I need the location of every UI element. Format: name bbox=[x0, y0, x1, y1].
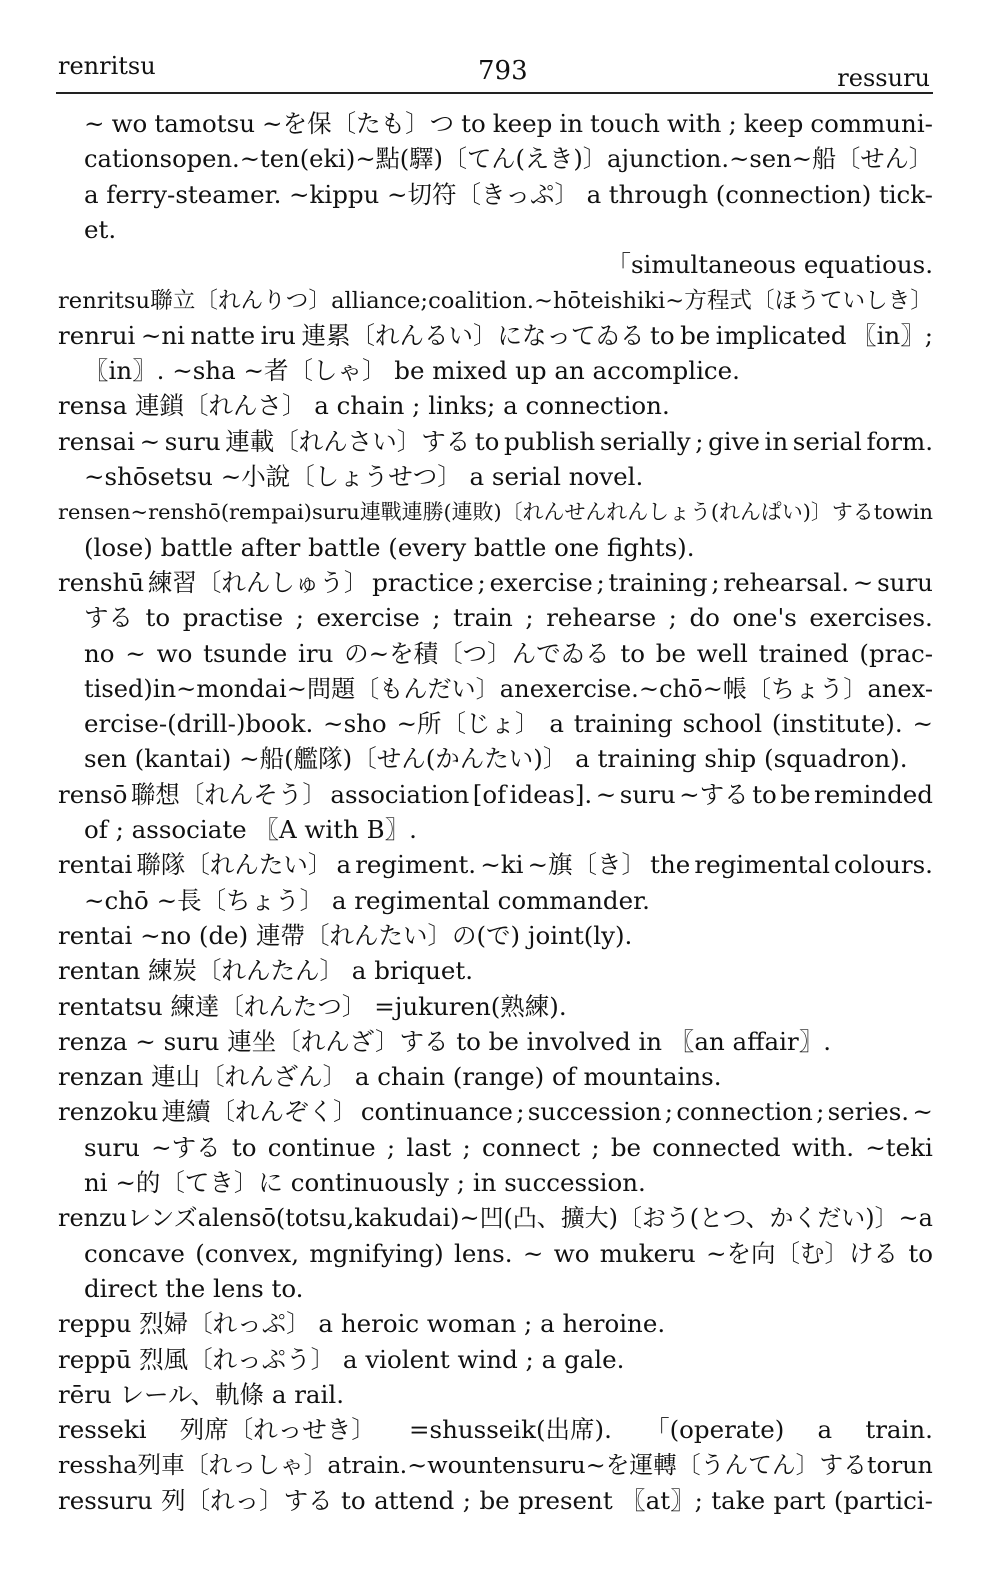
word: rensai bbox=[58, 426, 136, 456]
word: a bbox=[918, 1204, 933, 1233]
word: tamotsu bbox=[154, 109, 255, 138]
word: take bbox=[711, 1485, 766, 1515]
word: ; bbox=[668, 603, 677, 633]
word: 列〔れっ〕する bbox=[161, 1485, 333, 1515]
word: ~切符〔きっぷ〕 bbox=[386, 179, 579, 209]
text-line bbox=[58, 778, 933, 812]
text-line bbox=[58, 425, 933, 459]
word: 〖in〗; bbox=[852, 320, 933, 350]
word: be bbox=[479, 1485, 510, 1515]
word: suru bbox=[531, 1451, 586, 1480]
word: ~ bbox=[84, 109, 105, 138]
word: regimental bbox=[694, 850, 830, 880]
word: 練習〔れんしゅう〕 bbox=[147, 567, 369, 597]
word: ; bbox=[816, 1097, 825, 1127]
word: suru bbox=[312, 500, 360, 525]
word: succession bbox=[527, 1097, 662, 1127]
word: a bbox=[607, 145, 622, 174]
word: reminded bbox=[814, 779, 933, 809]
text-line: of ; associate 〖A with B〗. bbox=[84, 815, 417, 844]
text-line: (lose) battle after battle (every battle one fights). bbox=[84, 532, 695, 562]
word: rehearsal. bbox=[723, 567, 850, 597]
word: well bbox=[696, 638, 748, 668]
word: ~teki bbox=[865, 1132, 933, 1162]
text-line bbox=[58, 848, 933, 882]
word: through bbox=[608, 179, 709, 209]
word: do bbox=[689, 603, 720, 633]
word: wo bbox=[111, 109, 148, 138]
word: train. bbox=[865, 1415, 933, 1445]
text-line: direct the lens to. bbox=[84, 1273, 304, 1303]
word: =shusseik(出席). bbox=[408, 1415, 612, 1445]
word: exercise bbox=[316, 603, 420, 633]
word: cations bbox=[84, 145, 173, 174]
word: ~ten bbox=[239, 145, 300, 174]
text-line bbox=[84, 637, 933, 671]
word: connection bbox=[676, 1097, 813, 1127]
word: ~帳〔ちょう〕 bbox=[702, 674, 868, 703]
word: with bbox=[666, 109, 722, 138]
word: ~する bbox=[151, 1132, 221, 1162]
word: (convex, bbox=[195, 1238, 300, 1268]
word: suru bbox=[877, 567, 933, 597]
word: continuance bbox=[360, 1097, 513, 1127]
word: exercise. bbox=[529, 674, 639, 703]
word: ~kippu bbox=[288, 179, 380, 209]
word: ~ bbox=[912, 709, 933, 739]
text-line: ni ~的〔てき〕に continuously ; in succession. bbox=[84, 1168, 646, 1197]
text-line: ~shōsetsu ~小說〔しょうせつ〕 a serial novel. bbox=[84, 462, 644, 491]
word: one's bbox=[732, 603, 797, 633]
word: be bbox=[680, 320, 711, 350]
word: ; bbox=[462, 1485, 472, 1515]
word: ; bbox=[477, 567, 486, 597]
word: trained bbox=[758, 638, 849, 668]
word: train. bbox=[341, 1451, 408, 1480]
page-header bbox=[58, 46, 930, 92]
word: a bbox=[549, 709, 564, 739]
text-line: reppū 烈風〔れっぷう〕 a violent wind ; a gale. bbox=[58, 1344, 625, 1374]
word: open. bbox=[172, 145, 240, 174]
word: suru bbox=[619, 779, 676, 809]
word: exercise bbox=[489, 567, 593, 597]
text-line bbox=[84, 107, 933, 141]
word: [of bbox=[472, 779, 507, 809]
word: keep bbox=[743, 109, 804, 138]
word: to bbox=[474, 426, 500, 456]
text-line bbox=[84, 601, 933, 635]
text-line: sen (kantai) ~船(艦隊)〔せん(かんたい)〕 a training ship (squadron). bbox=[84, 744, 908, 774]
word: practise bbox=[182, 603, 284, 633]
text-line bbox=[58, 495, 933, 529]
word: ~する bbox=[679, 779, 749, 809]
word: 列車〔れっしゃ〕 bbox=[137, 1451, 328, 1480]
text-line: reppu 烈婦〔れっぷ〕 a heroic woman ; a heroine. bbox=[58, 1309, 666, 1339]
word: ; bbox=[432, 603, 441, 633]
word: renzu bbox=[58, 1204, 128, 1233]
word: ex- bbox=[897, 674, 933, 703]
text-line: et. bbox=[84, 214, 117, 244]
word: iru bbox=[260, 320, 296, 350]
word: iru bbox=[298, 638, 334, 668]
word: junction. bbox=[621, 145, 730, 174]
word: a bbox=[817, 1415, 833, 1445]
word: wo bbox=[427, 1451, 462, 1480]
word: last bbox=[406, 1132, 452, 1162]
word: run bbox=[890, 1451, 933, 1480]
text-line bbox=[58, 319, 933, 353]
word: serially bbox=[599, 426, 691, 456]
word: alliance bbox=[331, 287, 421, 314]
word: ~hōteishiki bbox=[534, 287, 666, 314]
word: connected bbox=[652, 1132, 781, 1162]
word: ~sen bbox=[729, 145, 792, 174]
word: tick- bbox=[878, 179, 933, 209]
header-left-guideword: renritsu bbox=[58, 52, 156, 80]
word: (rempai) bbox=[220, 500, 312, 525]
word: mukeru bbox=[599, 1238, 696, 1268]
word: practice bbox=[372, 567, 474, 597]
word: give bbox=[708, 426, 760, 456]
word: to bbox=[752, 779, 777, 809]
text-line: rentan 練炭〔れんたん〕 a briquet. bbox=[58, 956, 474, 986]
word: in bbox=[559, 109, 583, 138]
word: ; bbox=[728, 109, 737, 138]
word: ~ bbox=[459, 1204, 480, 1233]
word: with. bbox=[791, 1132, 855, 1162]
word: renritsu bbox=[58, 287, 151, 314]
word: to bbox=[866, 1451, 891, 1480]
word: coalition. bbox=[428, 287, 534, 314]
word: ~點(驛)〔てん(えき)〕 bbox=[355, 145, 608, 174]
word: a bbox=[336, 850, 352, 880]
text-line: ~chō ~長〔ちょう〕 a regimental commander. bbox=[84, 885, 650, 915]
text-line: rēru レール、軌條 a rail. bbox=[58, 1379, 344, 1409]
text-line: 「simultaneous equatious. bbox=[606, 250, 933, 280]
word: ressuru bbox=[58, 1485, 153, 1515]
word: unten bbox=[461, 1451, 532, 1480]
text-line bbox=[58, 284, 933, 318]
word: renrui bbox=[58, 320, 136, 350]
word: rehearse bbox=[546, 603, 657, 633]
word: (connection) bbox=[715, 179, 872, 209]
word: implicated bbox=[715, 320, 847, 350]
word: association bbox=[330, 779, 470, 809]
word: colours. bbox=[834, 850, 933, 880]
page-number: 793 bbox=[478, 56, 528, 86]
word: form. bbox=[866, 426, 933, 456]
word: ; bbox=[386, 1132, 396, 1162]
word: train bbox=[453, 603, 513, 633]
word: be bbox=[655, 638, 686, 668]
word: レンズ bbox=[127, 1204, 198, 1233]
word: ; bbox=[591, 1132, 600, 1162]
word: ~renshō bbox=[130, 500, 221, 525]
word: mgnifying) bbox=[309, 1238, 444, 1268]
word: in bbox=[764, 426, 789, 456]
word: suru bbox=[164, 426, 221, 456]
word: lens. bbox=[454, 1238, 513, 1268]
word: regiment. bbox=[355, 850, 477, 880]
word: 聯立〔れんりつ〕 bbox=[150, 287, 331, 314]
word: ferry-steamer. bbox=[106, 179, 282, 209]
text-line bbox=[84, 707, 933, 741]
word: ~sho bbox=[323, 709, 387, 739]
word: connect bbox=[482, 1132, 581, 1162]
word: to bbox=[908, 1238, 933, 1268]
word: attend bbox=[374, 1485, 455, 1515]
word: an bbox=[499, 674, 530, 703]
word: ~ bbox=[912, 1097, 933, 1127]
word: ~ bbox=[125, 638, 146, 668]
word: 連載〔れんさい〕する bbox=[225, 426, 471, 456]
word: in bbox=[152, 674, 177, 703]
word: ; bbox=[596, 567, 605, 597]
word: ; bbox=[695, 426, 704, 456]
text-line bbox=[58, 1413, 933, 1447]
text-line bbox=[84, 672, 933, 706]
text-line bbox=[84, 178, 933, 212]
word: ~を向〔む〕ける bbox=[706, 1238, 899, 1268]
word: renshū bbox=[58, 567, 145, 597]
word: a bbox=[327, 1451, 342, 1480]
word: ; bbox=[525, 603, 534, 633]
word: (eki) bbox=[299, 145, 356, 174]
word: 聯想〔れんそう〕 bbox=[130, 779, 327, 809]
word: ō bbox=[261, 1204, 276, 1233]
word: keep bbox=[492, 109, 553, 138]
word: ~ bbox=[595, 779, 617, 809]
word: ~ni bbox=[140, 320, 185, 350]
word: no bbox=[84, 638, 115, 668]
text-line: rentatsu 練達〔れんたつ〕 =jukuren(熟練). bbox=[58, 991, 567, 1021]
word: continue bbox=[267, 1132, 376, 1162]
word: rensō bbox=[58, 779, 128, 809]
word: ~ bbox=[852, 567, 874, 597]
word: to bbox=[145, 603, 171, 633]
word: (prac- bbox=[859, 638, 933, 668]
word: ~を保〔たも〕つ bbox=[262, 109, 455, 138]
word: wo bbox=[156, 638, 193, 668]
word: (institute). bbox=[771, 709, 903, 739]
word: ~旗〔き〕 bbox=[527, 850, 647, 880]
word: ~方程式〔ほうていしき〕 bbox=[665, 287, 933, 314]
word: win bbox=[894, 500, 933, 525]
text-line bbox=[84, 142, 933, 176]
text-line: renzan 連山〔れんざん〕 a chain (range) of mountains. bbox=[58, 1062, 722, 1092]
word: rensen bbox=[58, 500, 131, 525]
word: school bbox=[682, 709, 763, 739]
word: の~を積〔つ〕んでゐる bbox=[344, 638, 610, 668]
text-line bbox=[58, 1095, 933, 1129]
word: natte bbox=[190, 320, 256, 350]
text-line: rensa 連鎖〔れんさ〕 a chain ; links; a connection. bbox=[58, 391, 670, 421]
word: する bbox=[84, 603, 133, 633]
word: (partici- bbox=[833, 1485, 933, 1515]
word: tised) bbox=[84, 674, 153, 703]
word: ~船〔せん〕 bbox=[791, 145, 933, 174]
word: part bbox=[773, 1485, 826, 1515]
word: ercise-(drill-)book. bbox=[84, 709, 314, 739]
word: ~chō bbox=[638, 674, 703, 703]
word: renzoku bbox=[58, 1097, 159, 1127]
text-line bbox=[84, 1131, 933, 1165]
word: ; bbox=[462, 1132, 471, 1162]
word: to bbox=[620, 638, 646, 668]
word: ~所〔じょ〕 bbox=[396, 709, 540, 739]
word: ; bbox=[664, 1097, 674, 1127]
word: training bbox=[573, 709, 673, 739]
text-line: renza ~ suru 連坐〔れんざ〕する to be involved in 〖an affair〗. bbox=[58, 1026, 831, 1056]
word: ; bbox=[420, 287, 429, 314]
word: a bbox=[586, 179, 602, 209]
word: lens bbox=[211, 1204, 262, 1233]
text-line bbox=[58, 1484, 933, 1518]
word: 列席〔れっせき〕 bbox=[179, 1415, 376, 1445]
text-line bbox=[58, 1201, 933, 1235]
text-line: 〖in〗. ~sha ~者〔しゃ〕 be mixed up an accomplice. bbox=[84, 356, 740, 386]
word: ~を運轉〔うんてん〕する bbox=[585, 1451, 867, 1480]
word: the bbox=[650, 850, 691, 880]
word: ~mondai bbox=[176, 674, 287, 703]
word: 連累〔れんるい〕になってゐる bbox=[301, 320, 645, 350]
word: 聯隊〔れんたい〕 bbox=[136, 850, 333, 880]
word: suru bbox=[84, 1132, 140, 1162]
word: resseki bbox=[58, 1415, 147, 1445]
word: 連續〔れんぞく〕 bbox=[161, 1097, 358, 1127]
word: 連戰連勝(連敗)〔れんせんれんしょう(れんぱい)〕する bbox=[359, 500, 874, 525]
word: to bbox=[231, 1132, 257, 1162]
word: ideas]. bbox=[509, 779, 593, 809]
word: publish bbox=[504, 426, 596, 456]
word: ressha bbox=[58, 1451, 138, 1480]
word: touch bbox=[590, 109, 660, 138]
word: to bbox=[873, 500, 895, 525]
word: series. bbox=[827, 1097, 910, 1127]
word: ; bbox=[295, 603, 304, 633]
word: to bbox=[341, 1485, 366, 1515]
word: ~ bbox=[522, 1238, 544, 1268]
word: kakudai) bbox=[354, 1204, 460, 1233]
word: be bbox=[610, 1132, 642, 1162]
word: communi- bbox=[810, 109, 933, 138]
word: ~ bbox=[139, 426, 161, 456]
word: wo bbox=[553, 1238, 590, 1268]
word: ~問題〔もんだい〕 bbox=[286, 674, 500, 703]
word: a bbox=[84, 179, 99, 209]
word: to bbox=[461, 109, 486, 138]
word: serial bbox=[792, 426, 862, 456]
text-line: rentai ~no (de) 連帶〔れんたい〕の(で) joint(ly). bbox=[58, 920, 633, 950]
word: ~ bbox=[407, 1451, 428, 1480]
word: concave bbox=[84, 1238, 185, 1268]
word: ; bbox=[516, 1097, 525, 1127]
word: rentai bbox=[58, 850, 133, 880]
text-line bbox=[58, 1448, 933, 1482]
word: to bbox=[649, 320, 675, 350]
text-line bbox=[58, 566, 933, 600]
header-right-guideword: ressuru bbox=[837, 64, 930, 92]
word: ~ki bbox=[480, 850, 524, 880]
word: exercises. bbox=[809, 603, 933, 633]
word: (totsu, bbox=[275, 1204, 355, 1233]
word: training bbox=[608, 567, 708, 597]
word: 凹(凸、擴大)〔おう(とつ、かくだい)〕~ bbox=[479, 1204, 919, 1233]
word: a bbox=[197, 1204, 212, 1233]
word: be bbox=[780, 779, 811, 809]
word: 〖at〗; bbox=[621, 1485, 703, 1515]
word: ; bbox=[711, 567, 720, 597]
word: present bbox=[518, 1485, 613, 1515]
header-rule bbox=[56, 92, 933, 94]
text-line bbox=[84, 1237, 933, 1271]
word: tsunde bbox=[203, 638, 288, 668]
word: 「(operate) bbox=[645, 1415, 785, 1445]
word: an bbox=[867, 674, 898, 703]
